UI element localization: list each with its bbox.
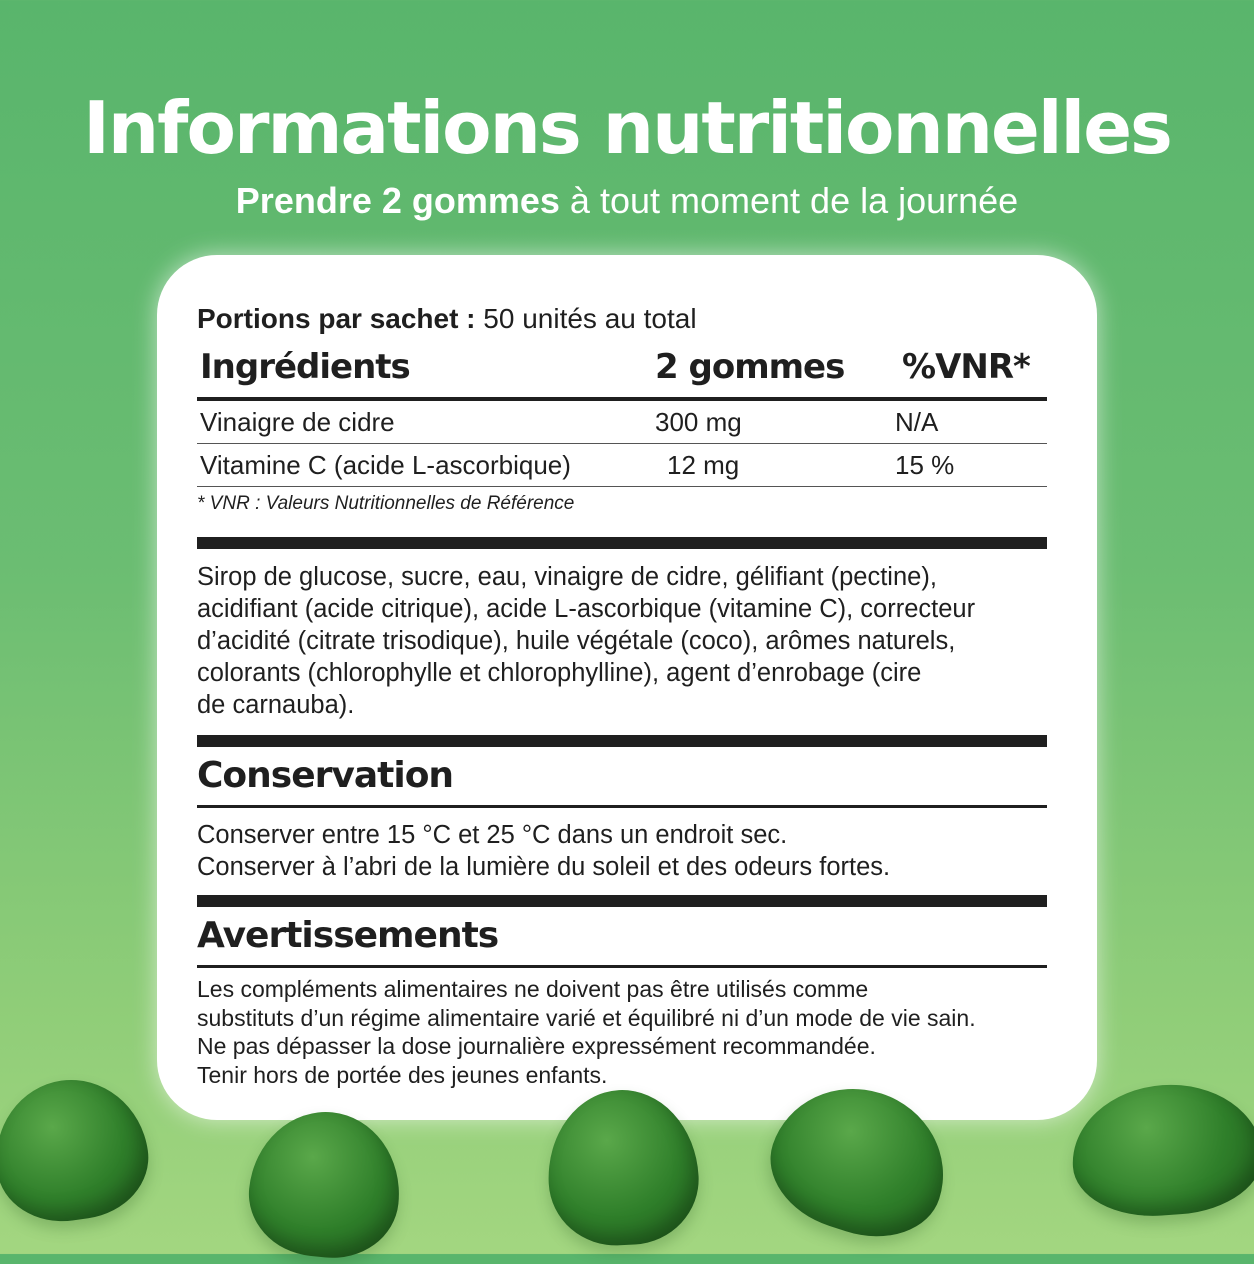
section-divider <box>197 895 1047 907</box>
vnr-footnote: * VNR : Valeurs Nutritionnelles de Référence <box>197 493 575 514</box>
table-row <box>197 401 1047 444</box>
page-subtitle <box>0 180 1254 222</box>
portions-value: 50 unités au total <box>475 303 697 334</box>
warnings-title: Avertissements <box>197 915 1047 968</box>
conservation-title: Conservation <box>197 755 1047 808</box>
subtitle-bold: Prendre 2 gommes <box>235 180 560 221</box>
cell-ingredient: Vinaigre de cidre <box>200 407 395 437</box>
cell-vnr: N/A <box>895 407 939 437</box>
cell-ingredient: Vitamine C (acide L-ascorbique) <box>200 450 571 480</box>
table-row <box>197 444 1047 487</box>
warning-line: Ne pas dépasser la dose journalière expressément recommandée. <box>197 1033 876 1059</box>
warnings-text <box>197 975 1047 1089</box>
ingredients-line: de carnauba). <box>197 691 355 719</box>
ingredients-line: d’acidité (citrate trisodique), huile végétale (coco), arômes naturels, <box>197 627 956 655</box>
warning-line: Tenir hors de portée des jeunes enfants. <box>197 1061 608 1088</box>
page-title: Informations nutritionnelles <box>83 86 1171 170</box>
header-ingredients: Ingrédients <box>200 347 410 387</box>
table-header <box>197 347 1047 401</box>
cell-dose: 12 mg <box>667 450 740 480</box>
ingredients-list <box>197 561 1047 721</box>
section-divider <box>197 537 1047 549</box>
section-divider <box>197 735 1047 747</box>
gummy-image <box>0 1070 156 1230</box>
conservation-line: Conserver entre 15 °C et 25 °C dans un endroit sec. <box>197 821 788 849</box>
header-vnr: %VNR* <box>902 347 1030 387</box>
gummy-image <box>243 1105 407 1264</box>
cell-dose: 300 mg <box>655 407 742 437</box>
cell-vnr: 15 % <box>895 450 955 480</box>
ingredients-line: Sirop de glucose, sucre, eau, vinaigre de cidre, gélifiant (pectine), <box>197 563 937 591</box>
header-dose: 2 gommes <box>655 347 845 387</box>
gummy-image <box>1068 1079 1254 1222</box>
warning-line: Les compléments alimentaires ne doivent pas être utilisés comme <box>197 976 869 1002</box>
conservation-text <box>197 819 1047 883</box>
portions-label: Portions par sachet : <box>197 303 476 334</box>
nutrition-card <box>157 255 1097 1120</box>
subtitle-rest: à tout moment de la journée <box>559 180 1019 221</box>
ingredients-line: acidifiant (acide citrique), acide L-ascorbique (vitamine C), correcteur <box>197 595 976 623</box>
ingredients-line: colorants (chlorophylle et chlorophylline), agent d’enrobage (cire <box>197 659 922 687</box>
conservation-line: Conserver à l’abri de la lumière du soleil et des odeurs fortes. <box>197 853 891 881</box>
portions-line <box>197 303 1047 335</box>
warning-line: substituts d’un régime alimentaire varié et équilibré ni d’un mode de vie sain. <box>197 1004 976 1031</box>
